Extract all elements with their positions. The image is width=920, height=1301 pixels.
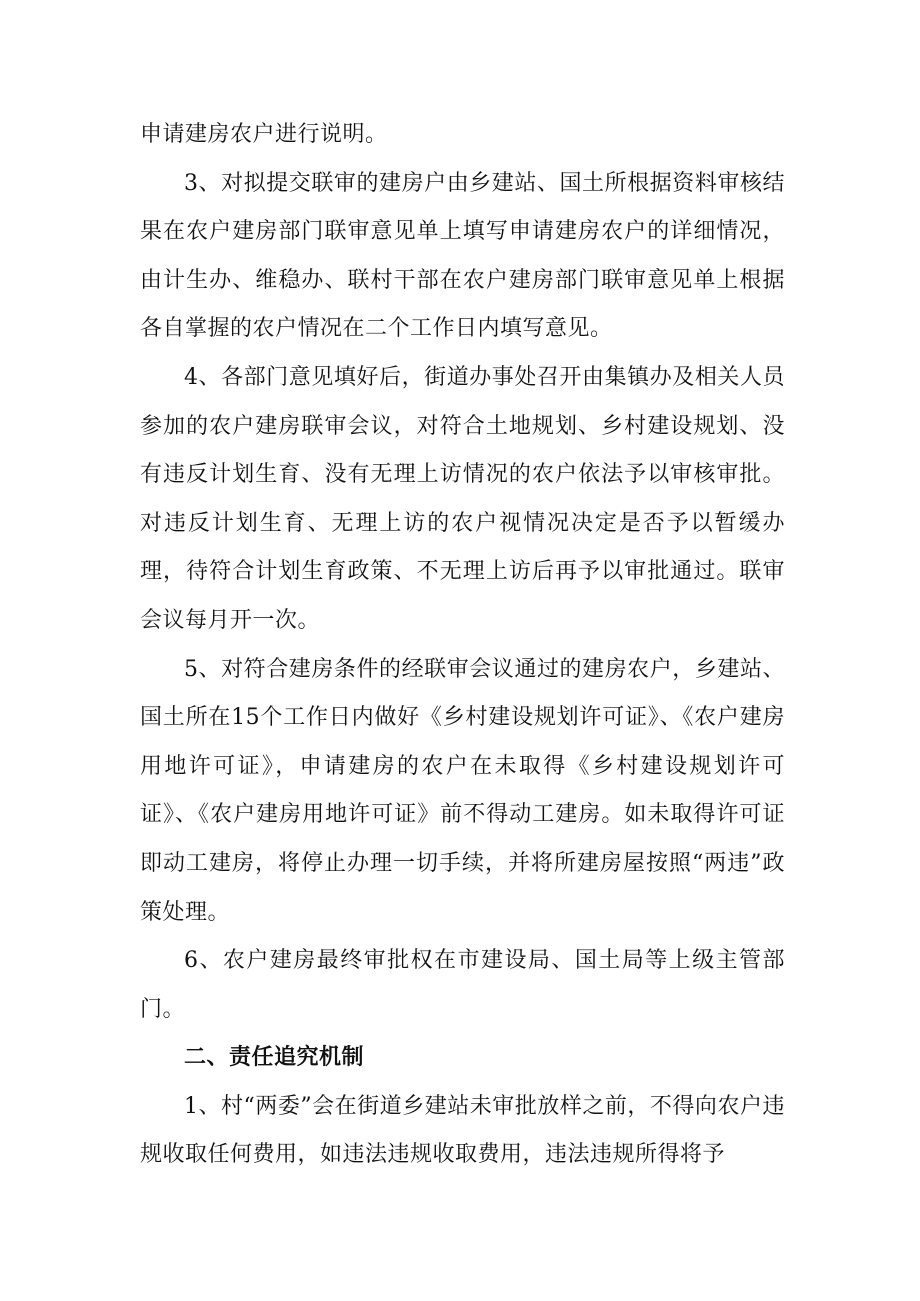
paragraph-item-3: 3、对拟提交联审的建房户由乡建站、国土所根据资料审核结果在农户建房部门联审意见单上填写申请建房农户的详细情况，由计生办、维稳办、联村干部在农户建房部门联审意见单上根据各自掌握的农户情况在二个工作日内填写意见。 (140, 170, 785, 342)
section-heading: 二、责任追究机制 (184, 1045, 365, 1071)
paragraph-item-6: 6、农户建房最终审批权在市建设局、国土局等上级主管部门。 (140, 948, 785, 1022)
paragraph-continuation: 申请建房农户进行说明。 (140, 122, 388, 147)
document-body (140, 111, 785, 1180)
paragraph-item-4: 4、各部门意见填好后，街道办事处召开由集镇办及相关人员参加的农户建房联审会议，对符合土地规划、乡村建设规划、没有违反计划生育、没有无理上访情况的农户依法予以审核审批。对违反计划生育、无理上访的农户视情况决定是否予以暂缓办理，待符合计划生育政策、不无理上访后再予以审批通过。联审会议每月开一次。 (140, 364, 785, 633)
paragraph-section2-item-1: 1、村“两委”会在街道乡建站未审批放样之前，不得向农户违规收取任何费用，如违法违规收取费用，违法违规所得将予 (140, 1093, 785, 1168)
paragraph-item-5: 5、对符合建房条件的经联审会议通过的建房农户，乡建站、国土所在15个工作日内做好《乡村建设规划许可证》、《农户建房用地许可证》，申请建房的农户在未取得《乡村建设规划许可证》、《农户建房用地许可证》前不得动工建房。如未取得许可证即动工建房，将停止办理一切手续，并将所建房屋按照“两违”政策处理。 (140, 656, 785, 925)
